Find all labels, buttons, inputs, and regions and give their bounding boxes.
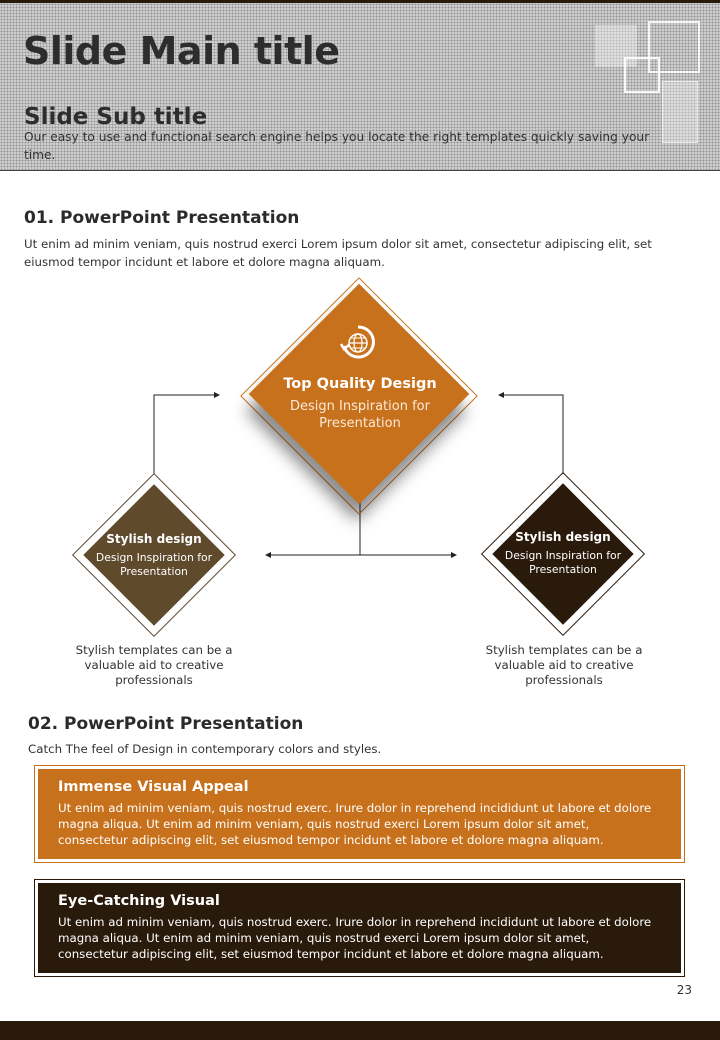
section2-text: Catch The feel of Design in contemporary colors and styles. <box>28 742 382 756</box>
right-diamond-title: Stylish design <box>515 530 611 544</box>
header-description: Our easy to use and functional search engine helps you locate the right templates quickly saving your time. <box>24 130 650 162</box>
right-caption: Stylish templates can be a valuable aid to creative professionals <box>485 643 643 687</box>
info-box-orange-text: Ut enim ad minim veniam, quis nostrud exerc. Irure dolor in reprehend incididunt ut labore et dolore magna aliqua. Ut enim ad minim veniam, quis nostrud exerci Lorem ipsum dolor sit amet, consectetur adipiscing elit, set eiusmod tempor incidunt et labore et dolore magna aliquam. <box>58 801 652 847</box>
top-diamond-subtitle: Design Inspiration for Presentation <box>290 399 430 431</box>
top-diamond-title: Top Quality Design <box>283 376 437 392</box>
right-diamond-subtitle: Design Inspiration for Presentation <box>504 549 622 576</box>
right-diamond-label <box>503 530 623 577</box>
info-box-dark-title: Eye-Catching Visual <box>58 893 220 909</box>
info-box-dark-body <box>38 883 681 973</box>
slide-main-title: Slide Main title <box>23 29 340 73</box>
left-caption: Stylish templates can be a valuable aid to creative professionals <box>75 643 233 687</box>
info-box-orange-body <box>38 769 681 859</box>
section1-title: 01. PowerPoint Presentation <box>24 208 300 228</box>
page-number: 23 <box>676 983 692 997</box>
slide-sub-title: Slide Sub title <box>24 104 208 130</box>
globe-refresh-icon <box>340 324 376 360</box>
top-diamond-label <box>262 376 458 432</box>
left-diamond-subtitle: Design Inspiration for Presentation <box>95 551 213 578</box>
info-box-dark-text: Ut enim ad minim veniam, quis nostrud exerc. Irure dolor in reprehend incididunt ut labore et dolore magna aliqua. Ut enim ad minim veniam, quis nostrud exerci Lorem ipsum dolor sit amet, consectetur adipiscing elit, set eiusmod tempor incidunt et labore et dolore magna aliquam. <box>58 915 652 961</box>
connector-right-to-top <box>499 395 563 474</box>
connector-left-to-top <box>154 395 219 474</box>
section2-title: 02. PowerPoint Presentation <box>28 714 304 734</box>
info-box-orange-title: Immense Visual Appeal <box>58 779 249 795</box>
footer-bar <box>0 1021 720 1040</box>
info-box-dark <box>34 879 685 977</box>
left-diamond-label <box>94 532 214 579</box>
section1-text: Ut enim ad minim veniam, quis nostrud exerci Lorem ipsum dolor sit amet, consectetur adipiscing elit, set eiusmod tempor incidunt et labore et dolore magna aliquam. <box>24 237 652 269</box>
left-diamond-title: Stylish design <box>106 532 202 546</box>
info-box-orange <box>34 765 685 863</box>
